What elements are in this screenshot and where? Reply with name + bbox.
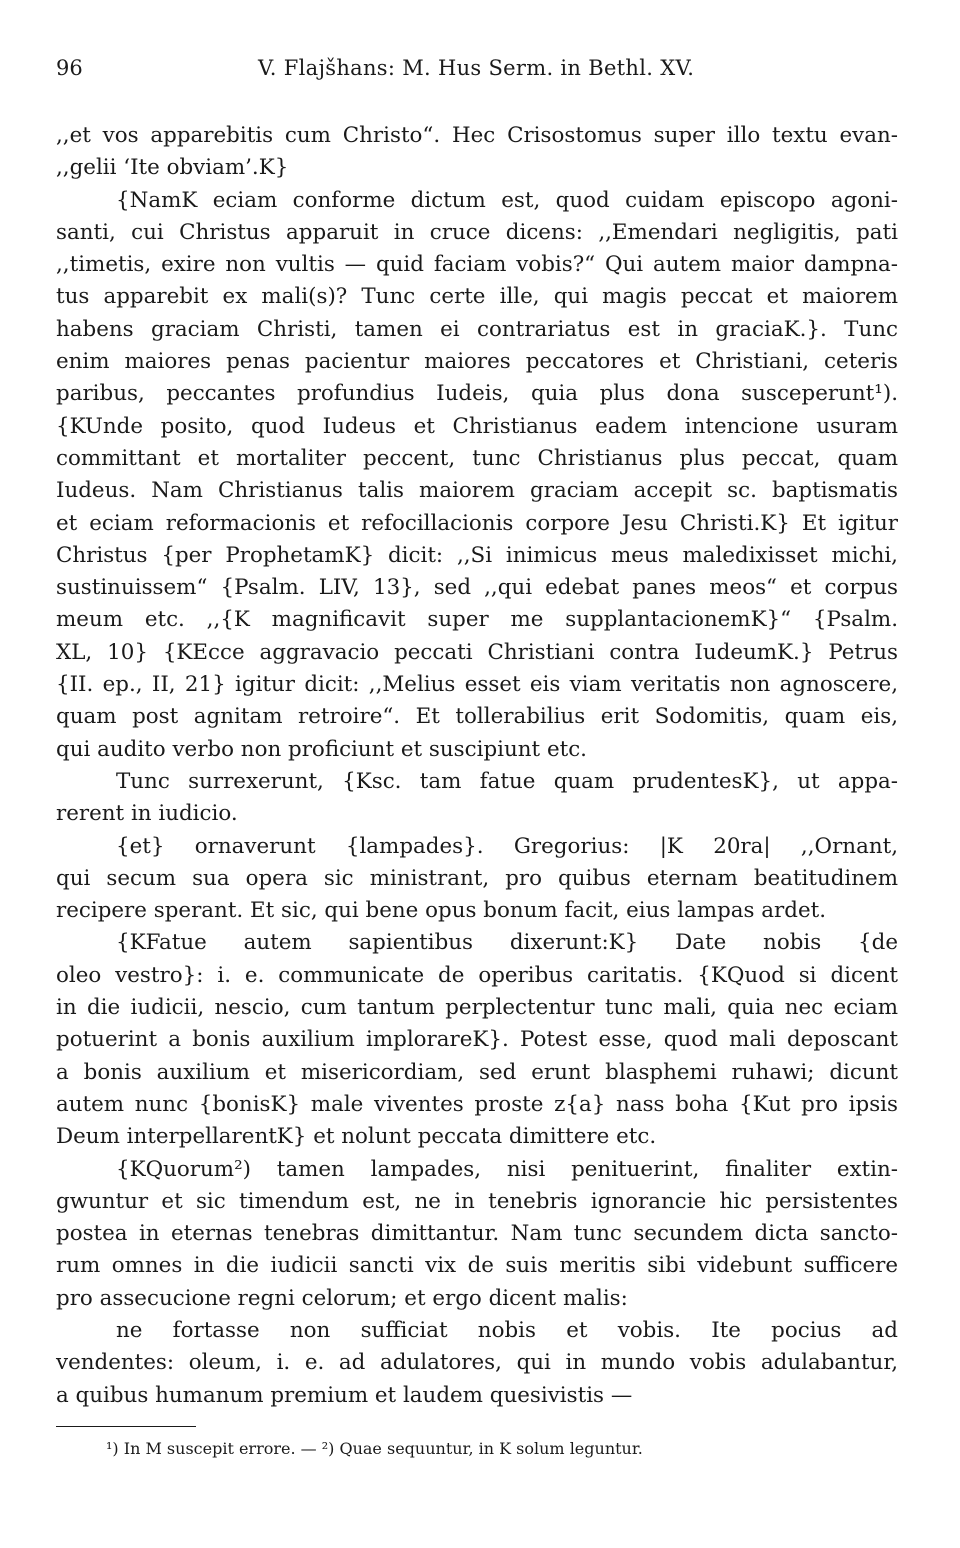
text-line: recipere sperant. Et sic, qui bene opus bonum facit, eius lampas ardet. [56, 898, 827, 924]
paragraph [56, 120, 898, 185]
text-line: gwuntur et sic timendum est, ne in tenebris ignorancie hic persistentes [56, 1188, 898, 1214]
text-line: ,,et vos apparebitis cum Christo“. Hec Crisostomus super illo textu evan- [56, 123, 898, 148]
text-line: vendentes: oleum, i. e. ad adulatores, qui in mundo vobis adulabantur, [56, 1350, 898, 1376]
text-line: meum etc. ,,{K magnificavit super me supplantacionemK}“ {Psalm. [56, 607, 898, 633]
body-text [56, 120, 898, 1412]
text-line: tus apparebit ex mali(s)? Tunc certe ille, qui magis peccat et maiorem [56, 284, 898, 310]
text-line: santi, cui Christus apparuit in cruce dicens: ,,Emendari negligitis, pati [56, 219, 898, 245]
paragraph [56, 1315, 898, 1412]
text-line: ne fortasse non sufficiat nobis et vobis. Ite pocius ad [116, 1317, 898, 1343]
text-line: Christus {per ProphetamK} dicit: ,,Si inimicus meus maledixisset michi, [56, 542, 898, 568]
footnote-rule [56, 1426, 196, 1427]
text-line: a bonis auxilium et misericordiam, sed erunt blasphemi ruhawi; dicunt [56, 1059, 898, 1085]
text-line: a quibus humanum premium et laudem quesivistis — [56, 1382, 633, 1408]
running-title: V. Flajšhans: M. Hus Serm. in Bethl. XV. [258, 56, 695, 80]
text-line: {NamK eciam conforme dictum est, quod cuidam episcopo agoni- [116, 187, 898, 213]
text-line: {et} ornaverunt {lampades}. Gregorius: |K 20ra| ,,Ornant, [116, 833, 898, 859]
text-line: Iudeus. Nam Christianus talis maiorem graciam accepit sc. baptismatis [56, 478, 898, 504]
text-line: qui secum sua opera sic ministrant, pro quibus eternam beatitudinem [56, 865, 898, 891]
text-line: enim maiores penas pacientur maiores peccatores et Christiani, ceteris [56, 349, 898, 375]
text-line: potuerint a bonis auxilium implorareK}. Potest esse, quod mali deposcant [56, 1027, 898, 1053]
text-line: rum omnes in die iudicii sancti vix de suis meritis sibi videbunt sufficere [56, 1253, 898, 1279]
paragraph [56, 185, 898, 766]
paragraph [56, 766, 898, 831]
page-number: 96 [56, 56, 83, 80]
text-line: habens graciam Christi, tamen ei contrariatus est in graciaK.}. Tunc [56, 316, 898, 342]
text-line: autem nunc {bonisK} male viventes proste z{a} nass boha {Kut pro ipsis [56, 1091, 898, 1117]
text-line: XL, 10} {KEcce aggravacio peccati Christiani contra IudeumK.} Petrus [56, 639, 898, 665]
page [56, 56, 898, 1461]
text-line: paribus, peccantes profundius Iudeis, quia plus dona susceperunt¹). [56, 381, 898, 407]
text-line: sustinuissem“ {Psalm. LIV, 13}, sed ,,qui edebat panes meos“ et corpus [56, 575, 898, 601]
running-head [56, 56, 898, 90]
text-line: et eciam reformacionis et refocillacionis corpore Jesu Christi.K} Et igitur [56, 510, 898, 536]
footnotes: ¹) In M suscepit errore. — ²) Quae sequuntur, in K solum leguntur. [106, 1438, 643, 1458]
text-line: Deum interpellarentK} et nolunt peccata dimittere etc. [56, 1124, 657, 1150]
text-line: {KFatue autem sapientibus dixerunt:K} Date nobis {de [116, 930, 898, 956]
text-line: committant et mortaliter peccent, tunc Christianus plus peccat, quam [56, 445, 898, 471]
text-line: quam post agnitam retroire“. Et tollerabilius erit Sodomitis, quam eis, [56, 704, 898, 730]
text-line: rerent in iudicio. [56, 801, 238, 827]
text-line: {KQuorum²) tamen lampades, nisi penituerint, finaliter extin- [116, 1156, 898, 1182]
text-line: Tunc surrexerunt, {Ksc. tam fatue quam prudentesK}, ut appa- [116, 768, 898, 794]
paragraph [56, 927, 898, 1153]
text-line: postea in eternas tenebras dimittantur. Nam tunc secundem dicta sancto- [56, 1221, 898, 1247]
text-line: in die iudicii, nescio, cum tantum perplectentur tunc mali, quia nec eciam [56, 995, 898, 1021]
text-line: ,,gelii ‘Ite obviam’.K} [56, 155, 289, 181]
text-line: qui audito verbo non proficiunt et suscipiunt etc. [56, 736, 587, 762]
text-line: pro assecucione regni celorum; et ergo dicent malis: [56, 1285, 628, 1311]
paragraph [56, 831, 898, 928]
text-line: ,,timetis, exire non vultis — quid faciam vobis?“ Qui autem maior dampna- [56, 252, 898, 278]
text-line: {II. ep., II, 21} igitur dicit: ,,Melius esset eis viam veritatis non agnoscere, [56, 672, 898, 698]
text-line: oleo vestro}: i. e. communicate de operibus caritatis. {KQuod si dicent [56, 962, 898, 988]
paragraph [56, 1154, 898, 1315]
text-line: {KUnde posito, quod Iudeus et Christianus eadem intencione usuram [56, 413, 898, 439]
